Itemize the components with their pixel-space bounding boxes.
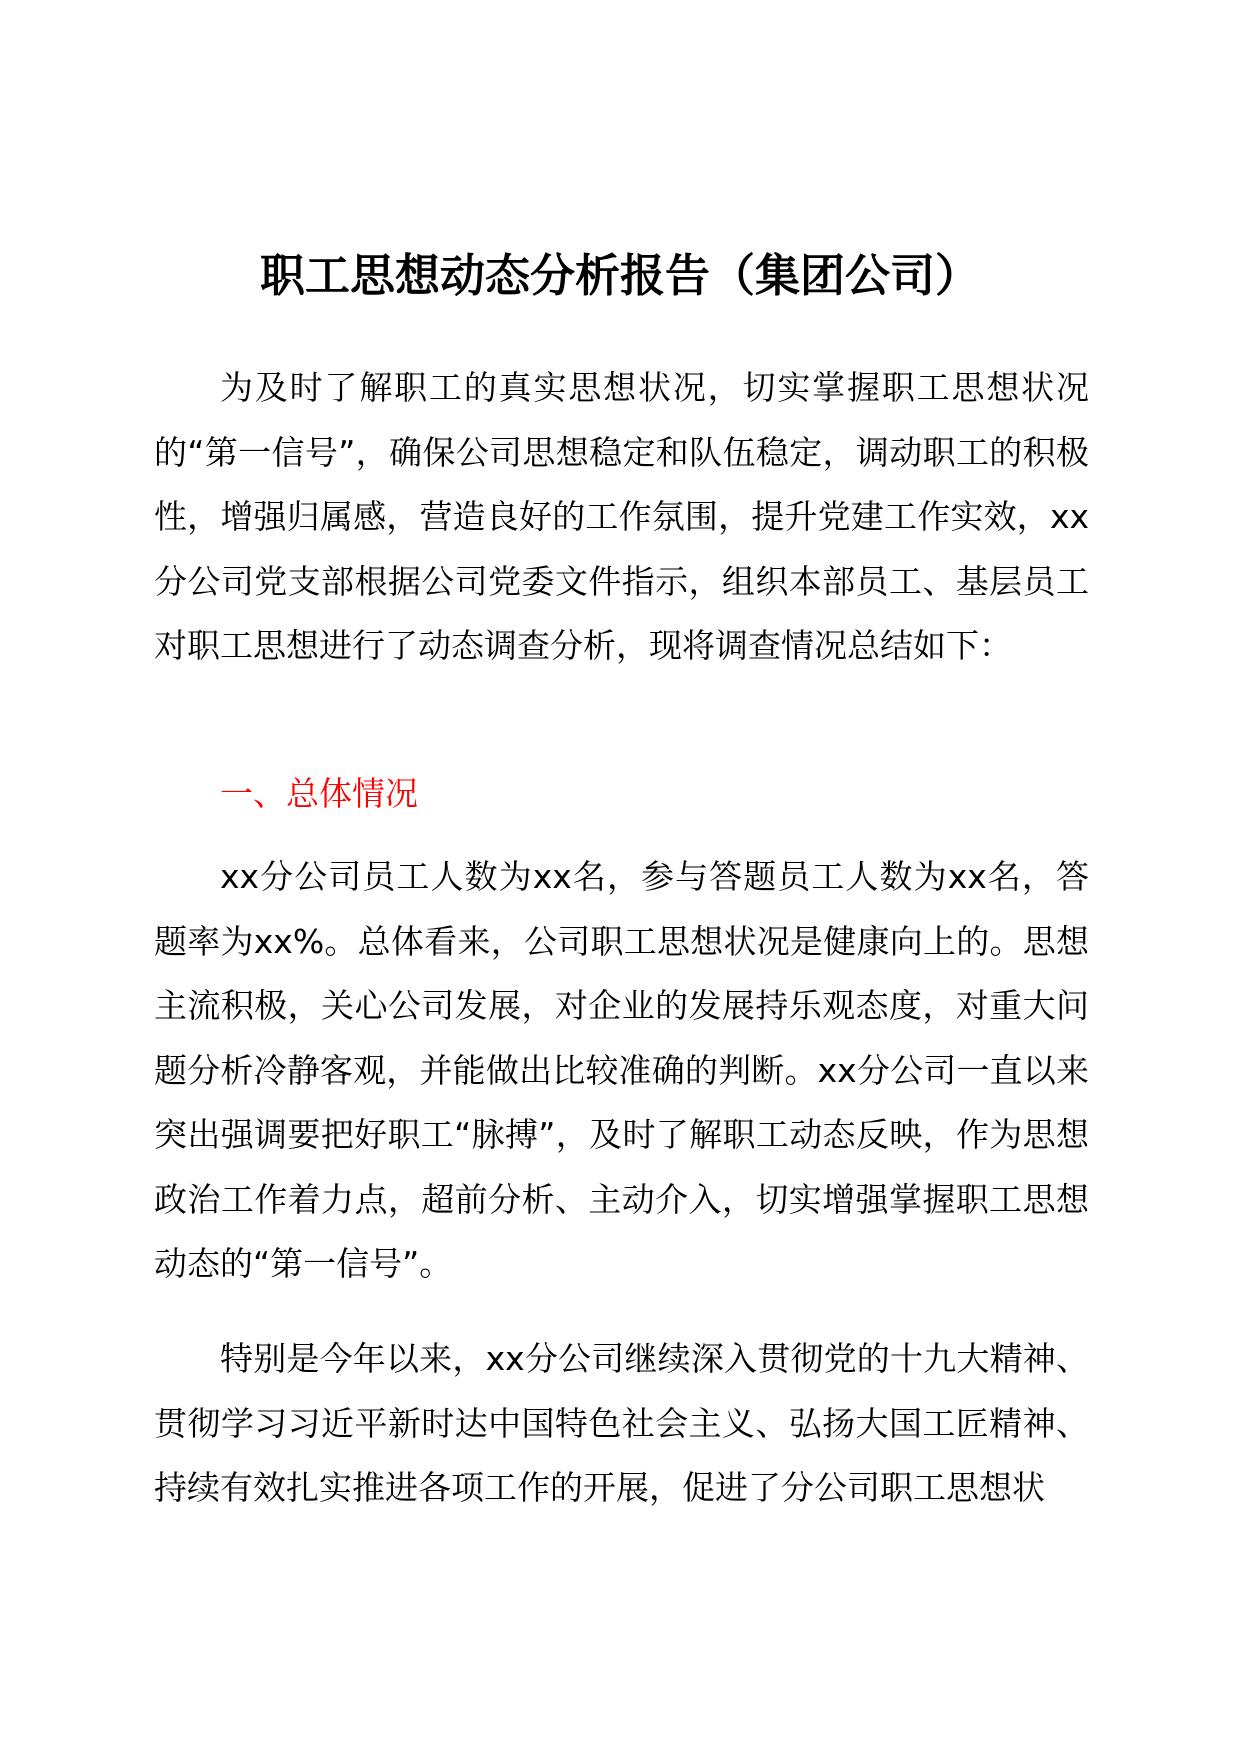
overview-paragraph: xx分公司员工人数为xx名，参与答题员工人数为xx名，答题率为xx%。总体看来，公司职工思想状况是健康向上的。思想主流积极，关心公司发展，对企业的发展持乐观态度，对重大问题分析冷静客观，并能做出比较准确的判断。xx分公司一直以来突出强调要把好职工“脉搏”，及时了解职工动态反映，作为思想政治工作着力点，超前分析、主动介入，切实增强掌握职工思想动态的“第一信号”。 xyxy=(154,857,1089,1283)
section-heading: 一、总体情况 xyxy=(220,774,418,813)
intro-paragraph: 为及时了解职工的真实思想状况，切实掌握职工思想状况的“第一信号”，确保公司思想稳定和队伍稳定，调动职工的积极性，增强归属感，营造良好的工作氛围，提升党建工作实效，xx分公司党支部根据公司党委文件指示，组织本部员工、基层员工对职工思想进行了动态调查分析，现将调查情况总结如下： xyxy=(154,368,1089,665)
document-title: 职工思想动态分析报告（集团公司） xyxy=(259,249,980,302)
continuation-paragraph: 特别是今年以来，xx分公司继续深入贯彻党的十九大精神、贯彻学习习近平新时达中国特色社会主义、弘扬大国工匠精神、持续有效扎实推进各项工作的开展，促进了分公司职工思想状 xyxy=(154,1339,1089,1507)
